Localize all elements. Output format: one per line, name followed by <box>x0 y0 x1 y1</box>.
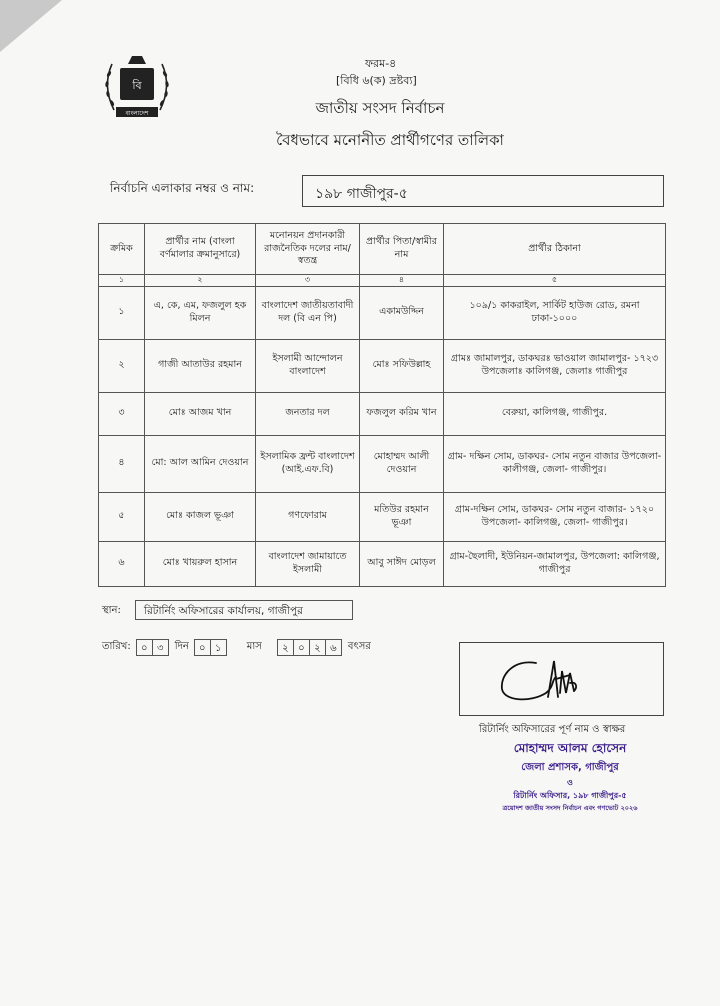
date-digit: ০ <box>136 639 153 656</box>
place-label: স্থান: <box>102 605 121 616</box>
cell-serial: ১ <box>99 286 145 339</box>
cell-address: গ্রাম-ছৈলাদী, ইউনিয়ন-জামালপুর, উপজেলা: কালিগঞ্জ, গাজীপুর <box>444 541 666 586</box>
handwritten-signature <box>496 653 586 707</box>
cell-address: ১০৯/১ কাকরাইল, সার্কিট হাউজ রোড, রমনা ঢাকা-১০০০ <box>444 286 666 339</box>
cell-name: মোঃ খায়রুল হাসান <box>145 541 256 586</box>
date-label: তারিখ: <box>102 641 131 652</box>
column-number: ৫ <box>444 275 666 287</box>
header-party: মনোনয়ন প্রদানকারী রাজনৈতিক দলের নাম/ স্বতন্ত্র <box>256 224 360 275</box>
stamp-election: ত্রয়োদশ জাতীয় সংসদ নির্বাচন এবং গণভোট ২০২৬ <box>502 804 638 812</box>
column-number: ২ <box>145 275 256 287</box>
signature-box <box>459 642 664 716</box>
cell-name: মোঃ আজম খান <box>145 392 256 435</box>
cell-name: এ, কে, এম, ফজলুল হক মিলন <box>145 286 256 339</box>
cell-serial: ৪ <box>99 435 145 492</box>
cell-parent: একামউদ্দিন <box>360 286 444 339</box>
cell-parent: আবু সাঈদ মোড়ল <box>360 541 444 586</box>
date-digit: ০ <box>293 639 310 656</box>
cell-party: ইসলামিক ফ্রন্ট বাংলাদেশ (আই.এফ.বি) <box>256 435 360 492</box>
stamp-role: রিটার্নিং অফিসার, ১৯৮ গাজীপুর-৫ <box>513 791 627 800</box>
date-digit: ২ <box>309 639 326 656</box>
candidate-table <box>98 223 666 587</box>
date-digit: ৩ <box>152 639 169 656</box>
form-number: ফরম-৪ <box>365 57 397 70</box>
cell-serial: ৬ <box>99 541 145 586</box>
cell-address: গ্রাম-দক্ষিন সোম, ডাকঘর- সোম নতুন বাজার- ১৭২০ উপজেলা- কালিগঞ্জ, জেলা- গাজীপুর। <box>444 492 666 541</box>
column-number: ৪ <box>360 275 444 287</box>
date-digit: ১ <box>210 639 227 656</box>
cell-name: মোঃ কাজল ভূঞা <box>145 492 256 541</box>
cell-serial: ৩ <box>99 392 145 435</box>
constituency-label: নির্বাচনি এলাকার নম্বর ও নাম: <box>110 181 255 195</box>
stamp-designation: জেলা প্রশাসক, গাজীপুর <box>521 762 619 773</box>
table-header-row <box>99 224 666 275</box>
official-seal-stamp <box>480 740 660 814</box>
document-subtitle: বৈধভাবে মনোনীত প্রার্থীগণের তালিকা <box>276 131 504 149</box>
cell-address: বেরুয়া, কালিগঞ্জ, গাজীপুর. <box>444 392 666 435</box>
cell-name: মো: আল আমিন দেওয়ান <box>145 435 256 492</box>
cell-party: জনতার দল <box>256 392 360 435</box>
signature-caption: রিটার্নিং অফিসারের পূর্ণ নাম ও স্বাক্ষর <box>479 724 626 735</box>
cell-party: ইসলামী আন্দোলন বাংলাদেশ <box>256 339 360 392</box>
date-row <box>102 639 371 656</box>
table-row <box>99 492 666 541</box>
cell-party: গণফোরাম <box>256 492 360 541</box>
stamp-and: ও <box>567 778 573 787</box>
table-row <box>99 286 666 339</box>
cell-parent: ফজলুল করিম খান <box>360 392 444 435</box>
svg-text:বি: বি <box>132 79 142 92</box>
month-digits <box>195 639 227 656</box>
constituency-field: ১৯৮ গাজীপুর-৫ <box>302 175 664 207</box>
page-corner-fold <box>0 0 62 52</box>
cell-serial: ২ <box>99 339 145 392</box>
header-parent-name: প্রার্থীর পিতা/স্বামীর নাম <box>360 224 444 275</box>
cell-parent: মতিউর রহমান ভূঞা <box>360 492 444 541</box>
column-number: ১ <box>99 275 145 287</box>
stamp-name: মোহাম্মদ আলম হোসেন <box>513 741 627 755</box>
table-row <box>99 435 666 492</box>
cell-serial: ৫ <box>99 492 145 541</box>
column-number: ৩ <box>256 275 360 287</box>
header-address: প্রার্থীর ঠিকানা <box>444 224 666 275</box>
day-word: দিন <box>174 641 189 652</box>
cell-parent: মোঃ সফিউল্লাহ <box>360 339 444 392</box>
header-candidate-name: প্রার্থীর নাম (বাংলা বর্ণমালার ক্রমানুসারে) <box>145 224 256 275</box>
date-digit: ০ <box>194 639 211 656</box>
logo-text: বাংলাদেশ <box>125 110 149 117</box>
cell-parent: মোহাম্মদ আলী দেওয়ান <box>360 435 444 492</box>
date-digit: ৬ <box>325 639 342 656</box>
table-row <box>99 339 666 392</box>
date-digit: ২ <box>277 639 294 656</box>
cell-address: গ্রাম- দক্ষিন সোম, ডাকঘর- সোম নতুন বাজার উপজেলা- কালীগঞ্জ, জেলা- গাজীপুর। <box>444 435 666 492</box>
cell-party: বাংলাদেশ জামায়াতে ইসলামী <box>256 541 360 586</box>
cell-name: গাজী আতাউর রহমান <box>145 339 256 392</box>
place-field: রিটার্নিং অফিসারের কার্যালয়, গাজীপুর <box>135 600 353 620</box>
table-row <box>99 392 666 435</box>
table-row <box>99 541 666 586</box>
cell-party: বাংলাদেশ জাতীয়তাবাদী দল (বি এন পি) <box>256 286 360 339</box>
month-word: মাস <box>246 641 262 652</box>
day-digits <box>137 639 169 656</box>
cell-address: গ্রামঃ জামালপুর, ডাকঘরঃ ভাওয়াল জামালপুর- ১৭২৩ উপজেলাঃ কালিগঞ্জ, জেলাঃ গাজীপুর <box>444 339 666 392</box>
document-title: জাতীয় সংসদ নির্বাচন <box>315 99 445 117</box>
header-serial: ক্রমিক <box>99 224 145 275</box>
column-number-row <box>99 275 666 287</box>
rule-reference: [বিধি ৬(ক) দ্রষ্টব্য] <box>336 74 417 87</box>
year-digits <box>278 639 342 656</box>
year-word: বৎসর <box>347 641 371 652</box>
